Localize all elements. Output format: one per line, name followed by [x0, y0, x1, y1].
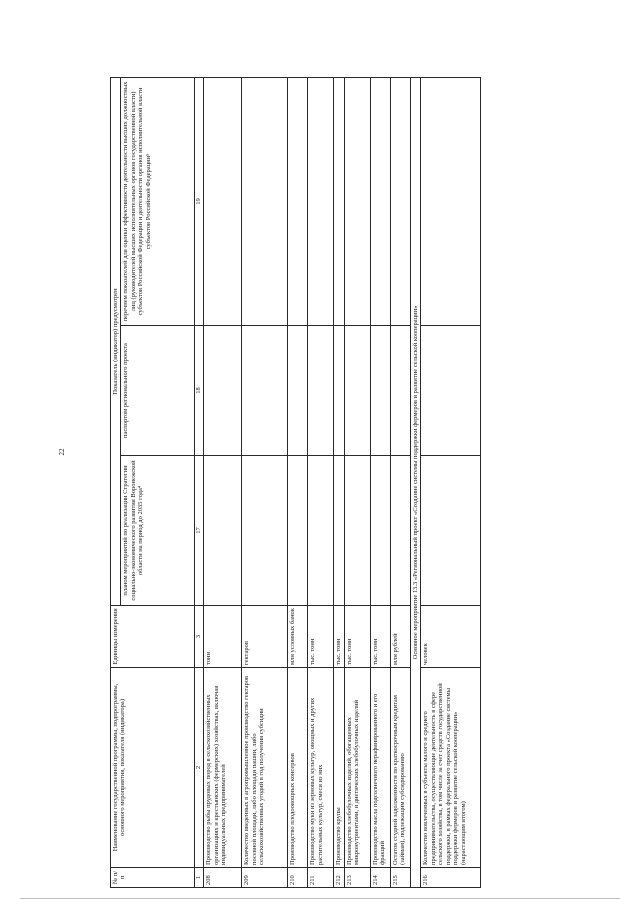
header-name: Наименование государственной программы, подпрограммы, основного мероприятия, показателя (индикатора) — [111, 668, 195, 868]
header-list: перечнем показателей для оценки эффективности деятельности высших должностных лиц (руководителей высших исполнительных органов государственной власти) субъектов Российской Федерации и деятельности органов исполнительной власти субъектов Российской Федерации⁵ — [121, 77, 195, 325]
row-number: 211 — [308, 868, 334, 888]
column-number: 3 — [195, 606, 204, 668]
row-number: 216 — [421, 868, 481, 888]
row-number: 209 — [242, 868, 288, 888]
row-unit: тыс. тонн — [370, 606, 390, 668]
column-number: 19 — [195, 77, 204, 325]
column-number-row — [195, 77, 204, 887]
row-unit: млн рублей — [390, 606, 410, 668]
row-unit: человек — [421, 606, 481, 668]
row-name: Производство хлебобулочных изделий, обогащенных микронутриентами, и диетических хлебобулочных изделий — [344, 668, 370, 868]
table-row — [204, 77, 242, 887]
header-plan: планом мероприятий по реализации Стратегии социально-экономического развития Воронежской области на период до 2035 года⁴ — [121, 456, 195, 606]
rotated-table-sheet — [110, 78, 535, 888]
row-unit: млн условных банок — [288, 606, 308, 668]
table-row — [421, 77, 481, 887]
column-number: 18 — [195, 326, 204, 456]
column-number: 2 — [195, 668, 204, 868]
row-number: 208 — [204, 868, 242, 888]
indicators-table — [110, 77, 481, 888]
bottom-rule — [20, 898, 620, 899]
table-row — [334, 77, 344, 887]
table-row — [288, 77, 308, 887]
header-number: № п/п — [111, 868, 195, 888]
row-unit: тонн — [204, 606, 242, 668]
row-number: 214 — [370, 868, 390, 888]
row-unit: гектаров — [242, 606, 288, 668]
row-unit: тыс. тонн — [334, 606, 344, 668]
table-row — [344, 77, 370, 887]
table-row — [308, 77, 334, 887]
page-number: 22 — [58, 448, 66, 456]
section-title: Основное мероприятие 13.3 «Региональный проект «Создание системы поддержки фермеров и развитие сельской кооперации» — [410, 77, 420, 887]
row-name: Количество вовлеченных в субъекты малого и среднего предпринимательства, осуществляющие деятельность в сфере сельского хозяйства, в том числе за счет средств государственной поддержки, в рамках федерального проекта «Создание системы поддержки фермеров и развитие сельской кооперации» (нарастающим итогом) — [421, 668, 481, 868]
row-name: Производство муки из зерновых культур, овощных и других растительных культур, смеси из них — [308, 668, 334, 868]
column-number: 17 — [195, 456, 204, 606]
table-row — [390, 77, 410, 887]
row-unit: тыс. тонн — [308, 606, 334, 668]
header-unit: Единицы измерения — [111, 606, 195, 668]
table-row — [370, 77, 390, 887]
row-number: 210 — [288, 868, 308, 888]
row-name: Производство крупы — [334, 668, 344, 868]
row-name: Остаток ссудной задолженности по краткосрочным кредитам (займам), подлежащим субсидированию — [390, 668, 410, 868]
column-number: 1 — [195, 868, 204, 888]
row-name: Производство рыбы прудовых пород в сельскохозяйственных организациях и крестьянских (фермерских) хозяйствах, включая индивидуальных предпринимателей — [204, 668, 242, 868]
row-number: 215 — [390, 868, 410, 888]
table-row — [242, 77, 288, 887]
row-name: Производство масла подсолнечного нерафинированного и его фракций — [370, 668, 390, 868]
row-name: Производство плодоовощных консервов — [288, 668, 308, 868]
row-number: 212 — [334, 868, 344, 888]
row-number: 213 — [344, 868, 370, 888]
row-unit: тыс. тонн — [344, 606, 370, 668]
row-name: Количество введенных в агропромышленное производство гектаров посевной площади, либо площади пашни, либо сельскохозяйственных угодий в год получения субсидии — [242, 668, 288, 868]
header-passport: паспортом регионального проекта — [121, 326, 195, 456]
section-row — [410, 77, 420, 887]
header-group: Показатель (индикатор) предусмотрен — [111, 77, 121, 605]
